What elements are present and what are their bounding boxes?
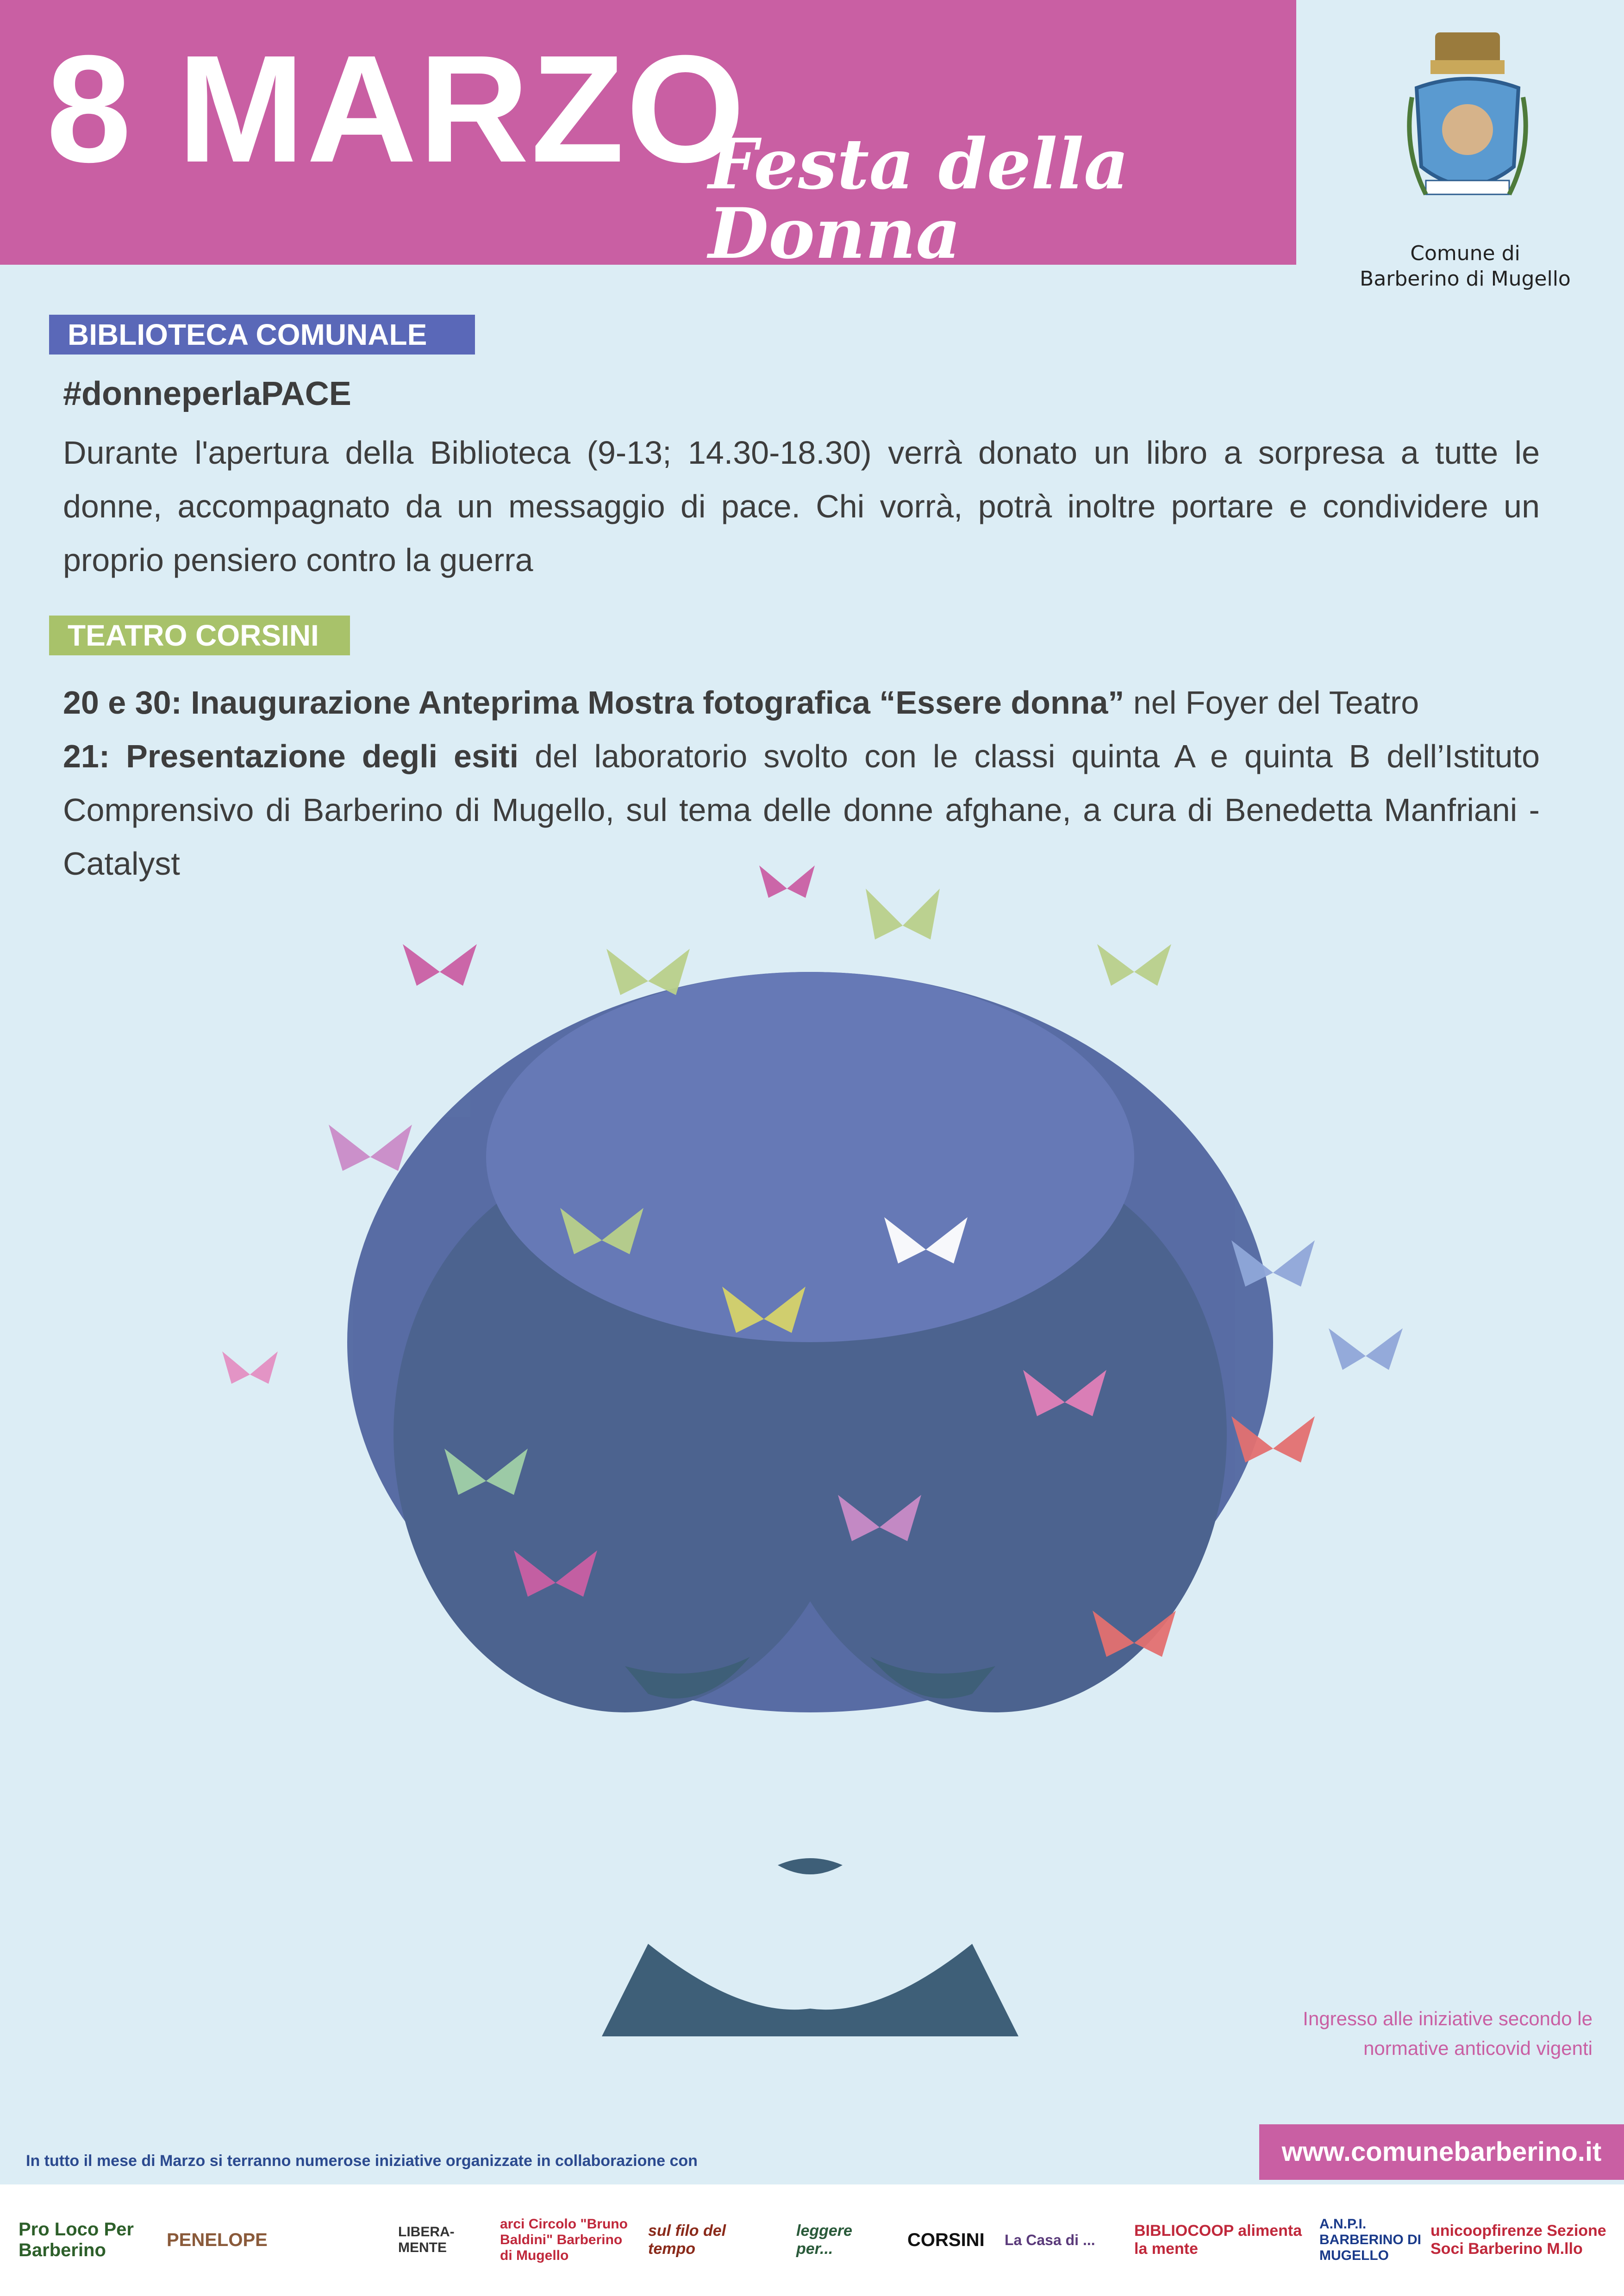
biblioteca-description: Durante l'apertura della Biblioteca (9-13; 14.30-18.30) verrà donato un libro a sorpresa a tutte le donne, accompagnato da un messaggio di pace. Chi vorrà, potrà inoltre portare e condividere un proprio pensiero contro la guerra: [63, 435, 1540, 578]
hair-cloud: [347, 972, 1273, 1712]
logo-proloco: Pro Loco Per Barberino: [19, 2219, 134, 2260]
covid-note: [1204, 2004, 1593, 2063]
butterfly-woman-illustration: [0, 833, 1624, 2036]
website-link[interactable]: www.comunebarberino.it: [1259, 2124, 1624, 2180]
logo-penelope: PENELOPE: [167, 2229, 268, 2250]
teatro-item-1-time: 20 e 30: Inaugurazione Anteprima Mostra fotografica “Essere donna”: [63, 684, 1124, 721]
teatro-item-2-rest: del laboratorio svolto con le classi quinta A e quinta B dell’Istituto Comprensivo di Barberino di Mugello, sul tema delle donne afghane, a cura di Benedetta Manfriani - Catalyst: [63, 738, 1540, 882]
section-label-teatro: TEATRO CORSINI: [49, 616, 350, 655]
crest-caption-line2: Barberino di Mugello: [1360, 267, 1571, 291]
logo-liberamente: LIBERA-MENTE: [398, 2224, 455, 2255]
header-banner: [0, 0, 1296, 274]
comune-crest-icon: [1398, 28, 1537, 227]
logo-arci: arci Circolo "Bruno Baldini" Barberino di Mugello: [500, 2216, 628, 2263]
covid-note-line2: normative anticovid vigenti: [1363, 2037, 1593, 2059]
collaboration-text: In tutto il mese di Marzo si terranno numerose iniziative organizzate in collaborazione con: [26, 2152, 698, 2170]
logo-teatro-corsini: CORSINI: [907, 2229, 985, 2250]
section-label-biblioteca: BIBLIOTECA COMUNALE: [49, 315, 475, 355]
logo-leggere-per: leggere per...: [796, 2222, 852, 2258]
crest-caption-line1: Comune di: [1410, 242, 1520, 265]
page-subtitle: Festa della Donna: [708, 124, 1129, 274]
logo-la-casa: La Casa di ...: [1005, 2231, 1095, 2248]
logo-unicoopfirenze: unicoopfirenze Sezione Soci Barberino M.llo: [1430, 2222, 1606, 2258]
teatro-item-1-rest: nel Foyer del Teatro: [1124, 684, 1419, 721]
teatro-item-2-time: 21: Presentazione degli esiti: [63, 738, 519, 774]
logo-bibliocoop: BIBLIOCOOP alimenta la mente: [1134, 2222, 1302, 2258]
page-title: 8 MARZO: [46, 23, 747, 194]
logo-sul-filo-del-tempo: sul filo del tempo: [648, 2222, 726, 2258]
crest-caption: [1343, 241, 1588, 292]
face-features: [602, 1657, 1018, 2036]
teatro-item-1: [63, 676, 1540, 729]
covid-note-line1: Ingresso alle iniziative secondo le: [1303, 2008, 1593, 2029]
logo-anpi: A.N.P.I. BARBERINO DI MUGELLO: [1319, 2216, 1422, 2263]
hashtag: #donneperlaPACE: [63, 375, 351, 412]
